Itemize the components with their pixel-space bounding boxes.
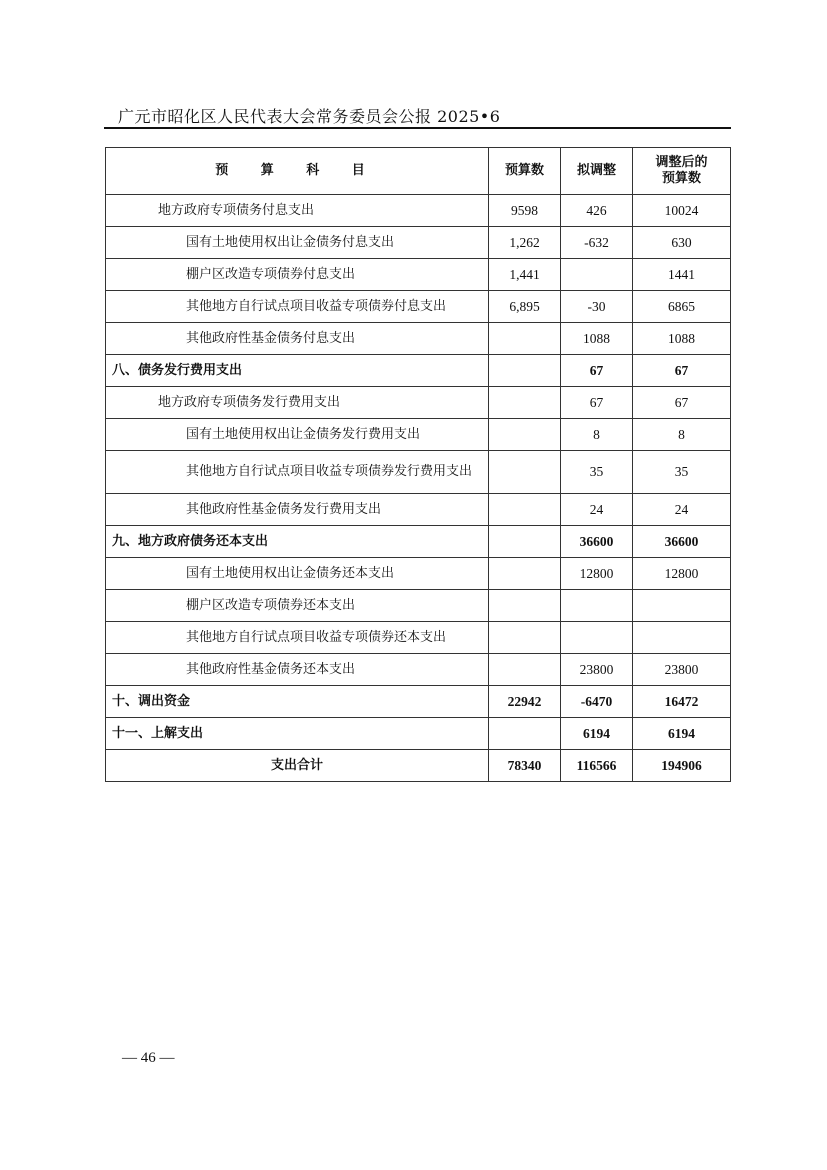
row-label: 其他地方自行试点项目收益专项债券还本支出: [106, 622, 489, 654]
column-header-subject: 预 算 科 目: [106, 148, 489, 195]
row-adjust: -30: [561, 291, 633, 323]
row-adjust: [561, 259, 633, 291]
row-adjust: [561, 590, 633, 622]
row-adjusted: [633, 622, 731, 654]
table-row: [106, 622, 731, 654]
row-adjusted: 12800: [633, 558, 731, 590]
row-budget: 1,262: [489, 227, 561, 259]
row-label: 其他政府性基金债务还本支出: [106, 654, 489, 686]
table-row-total: [106, 750, 731, 782]
table-row-section: [106, 355, 731, 387]
row-label: 其他政府性基金债务发行费用支出: [106, 494, 489, 526]
row-budget: 22942: [489, 686, 561, 718]
row-label: 十、调出资金: [106, 686, 489, 718]
row-adjusted: 24: [633, 494, 731, 526]
row-budget: [489, 387, 561, 419]
table-header-row: [106, 148, 731, 195]
publication-header-title: 广元市昭化区人民代表大会常务委员会公报 2025•6: [118, 107, 501, 126]
table-row: [106, 227, 731, 259]
row-label: 其他地方自行试点项目收益专项债券付息支出: [106, 291, 489, 323]
row-budget: [489, 718, 561, 750]
column-header-adjust: 拟调整: [561, 148, 633, 195]
row-label: 九、地方政府债务还本支出: [106, 526, 489, 558]
row-label: 其他地方自行试点项目收益专项债券发行费用支出: [106, 451, 489, 494]
row-label: 国有土地使用权出让金债务发行费用支出: [106, 419, 489, 451]
row-adjust: 36600: [561, 526, 633, 558]
row-budget: [489, 590, 561, 622]
row-adjust: 426: [561, 195, 633, 227]
row-label: 地方政府专项债务付息支出: [106, 195, 489, 227]
header-divider: [104, 127, 731, 129]
row-adjusted: 1441: [633, 259, 731, 291]
row-adjusted: 6194: [633, 718, 731, 750]
row-adjusted: 36600: [633, 526, 731, 558]
row-adjust: 12800: [561, 558, 633, 590]
table-row: [106, 654, 731, 686]
row-label: 八、债务发行费用支出: [106, 355, 489, 387]
row-budget: [489, 622, 561, 654]
row-label: 国有土地使用权出让金债务还本支出: [106, 558, 489, 590]
row-label: 棚户区改造专项债券付息支出: [106, 259, 489, 291]
row-adjusted: 630: [633, 227, 731, 259]
row-budget: [489, 558, 561, 590]
row-adjust: 8: [561, 419, 633, 451]
row-adjust: 67: [561, 355, 633, 387]
row-label: 十一、上解支出: [106, 718, 489, 750]
column-header-adjusted: [633, 148, 731, 195]
table-row: [106, 259, 731, 291]
column-header-adjusted-line1: 调整后的: [655, 155, 708, 170]
row-budget: [489, 451, 561, 494]
row-label: 地方政府专项债务发行费用支出: [106, 387, 489, 419]
row-adjusted: 10024: [633, 195, 731, 227]
row-adjust: 6194: [561, 718, 633, 750]
row-adjust: [561, 622, 633, 654]
row-adjusted: 67: [633, 355, 731, 387]
row-adjust: 24: [561, 494, 633, 526]
row-budget: [489, 419, 561, 451]
total-label: 支出合计: [106, 750, 489, 782]
row-adjusted: 1088: [633, 323, 731, 355]
table-row: [106, 195, 731, 227]
row-budget: [489, 355, 561, 387]
table-row: [106, 419, 731, 451]
row-budget: [489, 323, 561, 355]
row-adjusted: 6865: [633, 291, 731, 323]
row-adjust: -632: [561, 227, 633, 259]
row-adjusted: 8: [633, 419, 731, 451]
column-header-budget: 预算数: [489, 148, 561, 195]
row-adjust: 67: [561, 387, 633, 419]
row-adjusted: 16472: [633, 686, 731, 718]
table-row-section: [106, 718, 731, 750]
row-budget: 1,441: [489, 259, 561, 291]
row-adjust: -6470: [561, 686, 633, 718]
row-adjust: 23800: [561, 654, 633, 686]
page-number: — 46 —: [122, 1050, 175, 1066]
row-label: 国有土地使用权出让金债务付息支出: [106, 227, 489, 259]
row-adjust: 35: [561, 451, 633, 494]
row-adjusted: 67: [633, 387, 731, 419]
row-adjusted: 35: [633, 451, 731, 494]
table-row: [106, 387, 731, 419]
table-row: [106, 323, 731, 355]
row-budget: [489, 526, 561, 558]
row-budget: [489, 494, 561, 526]
row-adjusted: [633, 590, 731, 622]
table-row: [106, 558, 731, 590]
table-row-section: [106, 686, 731, 718]
row-label: 其他政府性基金债务付息支出: [106, 323, 489, 355]
total-adjusted: 194906: [633, 750, 731, 782]
total-budget: 78340: [489, 750, 561, 782]
row-budget: [489, 654, 561, 686]
total-adjust: 116566: [561, 750, 633, 782]
table-row: [106, 494, 731, 526]
budget-adjustment-table: [105, 147, 731, 782]
row-label: 棚户区改造专项债券还本支出: [106, 590, 489, 622]
table-row: [106, 451, 731, 494]
row-adjusted: 23800: [633, 654, 731, 686]
row-budget: 9598: [489, 195, 561, 227]
table-row: [106, 590, 731, 622]
table-row-section: [106, 526, 731, 558]
row-budget: 6,895: [489, 291, 561, 323]
table-row: [106, 291, 731, 323]
row-adjust: 1088: [561, 323, 633, 355]
column-header-adjusted-line2: 预算数: [661, 171, 701, 186]
